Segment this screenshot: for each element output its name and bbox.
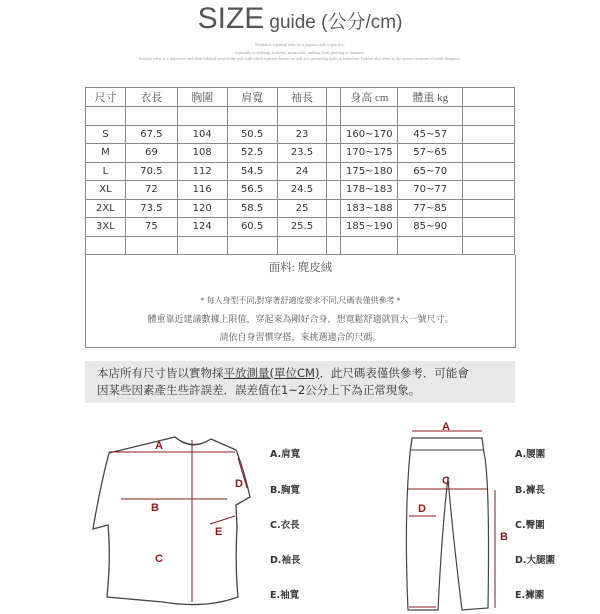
- shirt-label-a: A.肩寬: [270, 449, 301, 460]
- table-cell: 2XL: [86, 199, 126, 218]
- table-cell: 52.5: [227, 144, 277, 163]
- table-cell: [463, 199, 515, 218]
- table-cell: 160~170: [341, 125, 398, 144]
- table-cell: 25: [277, 199, 327, 218]
- title-sub: guide (公分/cm): [269, 12, 403, 33]
- column-header: 尺寸: [86, 88, 126, 107]
- table-cell: 57~65: [398, 144, 463, 163]
- table-row: [86, 144, 515, 163]
- pants-label-c: C.臀圍: [515, 520, 545, 531]
- table-row: [86, 181, 515, 200]
- title-main: SIZE: [197, 2, 265, 35]
- pants-letter-c: C: [442, 475, 450, 487]
- table-cell: 24: [277, 162, 327, 181]
- disclaimer-post: ．此尺碼表僅供參考．可能會: [319, 366, 469, 380]
- table-cell: 69: [125, 144, 177, 163]
- table-cell: [463, 125, 515, 144]
- table-row: [86, 162, 515, 181]
- table-cell: 85~90: [398, 218, 463, 237]
- tagline-3: Fashion refers to a distinctive and often habitual trend in the style with which a person dresses as well as to prevailing styles in behaviour. Fashion also refers to the newest creations of textile designers.: [139, 56, 461, 61]
- tagline-1: Fashion is a general term for a popular style or practice,: [255, 42, 345, 47]
- table-cell: 50.5: [227, 125, 277, 144]
- disclaimer-underlined: 平放測量(單位CM): [223, 366, 320, 380]
- shirt-letter-a: A: [155, 440, 163, 452]
- table-cell: [327, 162, 341, 181]
- table-cell: XL: [86, 181, 126, 200]
- column-header: 體重 kg: [398, 88, 463, 107]
- table-cell: 23.5: [277, 144, 327, 163]
- table-cell: [463, 144, 515, 163]
- table-cell: 108: [177, 144, 227, 163]
- shirt-letter-b: B: [151, 502, 159, 514]
- table-cell: 75: [125, 218, 177, 237]
- table-cell: 178~183: [341, 181, 398, 200]
- note-line-3: 請依自身習慣穿搭，來挑選適合的尺碼。: [219, 332, 382, 342]
- table-cell: 3XL: [86, 218, 126, 237]
- table-cell: 23: [277, 125, 327, 144]
- pants-letter-b: B: [500, 531, 508, 543]
- table-cell: S: [86, 125, 126, 144]
- table-cell: [463, 218, 515, 237]
- shirt-letter-c: C: [155, 553, 163, 565]
- table-cell: 54.5: [227, 162, 277, 181]
- table-cell: 25.5: [277, 218, 327, 237]
- shirt-letter-e: E: [215, 526, 223, 538]
- pants-label-a: A.腰圍: [515, 449, 546, 460]
- column-header: 肩寬: [227, 88, 277, 107]
- table-cell: [327, 144, 341, 163]
- table-cell: 120: [177, 199, 227, 218]
- shirt-label-e: E.袖寬: [270, 590, 300, 601]
- table-cell: 45~57: [398, 125, 463, 144]
- pants-label-b: B.褲長: [515, 485, 545, 496]
- shirt-letter-d: D: [235, 478, 243, 490]
- table-cell: 112: [177, 162, 227, 181]
- table-cell: 56.5: [227, 181, 277, 200]
- table-cell: 175~180: [341, 162, 398, 181]
- pants-letter-a: A: [442, 421, 450, 433]
- table-cell: [327, 199, 341, 218]
- table-cell: 65~70: [398, 162, 463, 181]
- pants-diagram: [400, 418, 510, 614]
- table-cell: 185~190: [341, 218, 398, 237]
- table-cell: 67.5: [125, 125, 177, 144]
- shirt-label-c: C.衣長: [270, 520, 300, 531]
- shirt-diagram: [85, 432, 255, 612]
- disclaimer-pre: 本店所有尺寸皆以實物採: [97, 366, 224, 380]
- note-line-1: * 每人身型不同,對穿著舒適度要求不同,尺碼表僅供參考 *: [200, 296, 401, 305]
- shirt-label-d: D.袖長: [270, 555, 301, 566]
- table-cell: M: [86, 144, 126, 163]
- table-cell: 170~175: [341, 144, 398, 163]
- column-header: 衣長: [125, 88, 177, 107]
- table-row: [86, 125, 515, 144]
- table-cell: 104: [177, 125, 227, 144]
- size-table: [85, 87, 515, 255]
- table-cell: 24.5: [277, 181, 327, 200]
- column-header: 身高 cm: [341, 88, 398, 107]
- table-cell: 70~77: [398, 181, 463, 200]
- pants-label-d: D.大腿圍: [515, 555, 555, 566]
- pants-label-e: E.褲圍: [515, 590, 545, 601]
- size-guide-title: [0, 2, 600, 36]
- measurement-disclaimer: [85, 361, 515, 403]
- table-cell: 58.5: [227, 199, 277, 218]
- table-cell: 77~85: [398, 199, 463, 218]
- table-cell: [327, 181, 341, 200]
- table-cell: 73.5: [125, 199, 177, 218]
- note-line-2: 體重靠近建議數據上限值，穿起來為剛好合身，想寬鬆舒適就買大一號尺寸。: [147, 314, 454, 324]
- pants-letter-d: D: [418, 503, 426, 515]
- disclaimer-line-2: 因某些因素產生些許誤差．誤差值在1~2公分上下為正常現象。: [97, 383, 421, 397]
- table-cell: [327, 218, 341, 237]
- notes-box: [85, 255, 516, 348]
- table-row: [86, 199, 515, 218]
- tagline-2: especially in clothing, footwear, accessories, makeup, body piercing or furniture.: [235, 50, 365, 55]
- table-cell: 124: [177, 218, 227, 237]
- table-cell: 72: [125, 181, 177, 200]
- table-header: [86, 88, 515, 107]
- table-cell: 70.5: [125, 162, 177, 181]
- table-cell: [463, 181, 515, 200]
- table-row-empty: [86, 107, 515, 126]
- table-cell: 183~188: [341, 199, 398, 218]
- column-header: [463, 88, 515, 107]
- table-cell: [463, 162, 515, 181]
- table-row: [86, 218, 515, 237]
- table-row-empty: [86, 236, 515, 255]
- column-header: 袖長: [277, 88, 327, 107]
- column-header: [327, 88, 341, 107]
- shirt-label-b: B.胸寬: [270, 485, 300, 496]
- table-cell: 60.5: [227, 218, 277, 237]
- table-cell: [327, 125, 341, 144]
- column-header: 胸圍: [177, 88, 227, 107]
- table-cell: 116: [177, 181, 227, 200]
- fabric-note: 面料: 麂皮絨: [268, 262, 333, 274]
- table-cell: L: [86, 162, 126, 181]
